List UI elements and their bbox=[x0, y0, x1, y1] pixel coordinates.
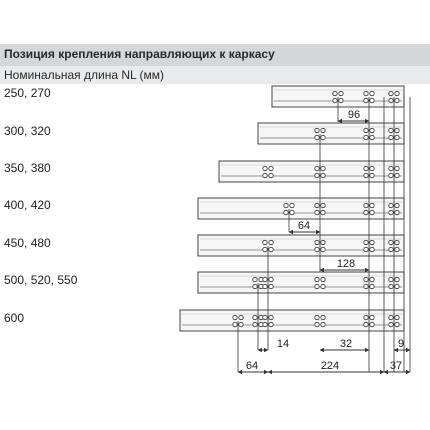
hole bbox=[263, 247, 267, 251]
hole bbox=[370, 98, 374, 102]
hole bbox=[395, 173, 399, 177]
rail-3 bbox=[219, 161, 404, 182]
hole bbox=[395, 135, 399, 139]
hole bbox=[395, 203, 399, 207]
hole bbox=[395, 166, 399, 170]
hole bbox=[321, 166, 325, 170]
hole bbox=[321, 315, 325, 319]
rail-body bbox=[198, 198, 404, 219]
dimension-label: 64 bbox=[297, 220, 311, 232]
diagram-title: Позиция крепления направляющих к каркасу bbox=[4, 47, 275, 61]
hole bbox=[321, 277, 325, 281]
rail-6 bbox=[198, 272, 404, 293]
hole bbox=[315, 322, 319, 326]
hole bbox=[315, 240, 319, 244]
hole bbox=[315, 315, 319, 319]
dimension-label: 128 bbox=[336, 258, 356, 270]
dimension-64-bottom bbox=[238, 360, 268, 372]
hole bbox=[233, 322, 237, 326]
hole bbox=[315, 135, 319, 139]
hole bbox=[389, 284, 393, 288]
dimension-label: 224 bbox=[320, 360, 340, 372]
rail-body bbox=[180, 310, 404, 331]
hole bbox=[253, 322, 257, 326]
hole bbox=[321, 240, 325, 244]
hole bbox=[364, 98, 368, 102]
hole bbox=[370, 173, 374, 177]
hole bbox=[389, 277, 393, 281]
diagram-subtitle: Номинальная длина NL (мм) bbox=[4, 68, 165, 82]
hole bbox=[370, 203, 374, 207]
dimension-label: 14 bbox=[276, 338, 290, 350]
hole bbox=[389, 210, 393, 214]
hole bbox=[253, 277, 257, 281]
hole bbox=[389, 322, 393, 326]
hole bbox=[389, 128, 393, 132]
row-label-450: 450, 480 bbox=[4, 236, 51, 250]
hole bbox=[370, 322, 374, 326]
hole bbox=[263, 315, 267, 319]
hole bbox=[395, 247, 399, 251]
hole bbox=[370, 135, 374, 139]
hole bbox=[395, 210, 399, 214]
hole bbox=[269, 315, 273, 319]
dimension-label: 9 bbox=[397, 338, 405, 350]
hole bbox=[395, 277, 399, 281]
hole bbox=[370, 247, 374, 251]
rail-body bbox=[219, 161, 404, 182]
hole bbox=[253, 284, 257, 288]
hole bbox=[364, 173, 368, 177]
row-label-350: 350, 380 bbox=[4, 161, 51, 175]
hole bbox=[389, 203, 393, 207]
hole bbox=[269, 322, 273, 326]
hole bbox=[315, 210, 319, 214]
dimension-label: 32 bbox=[339, 338, 353, 350]
hole bbox=[364, 135, 368, 139]
hole bbox=[269, 277, 273, 281]
dimension-96 bbox=[338, 109, 369, 121]
hole bbox=[239, 322, 243, 326]
hole bbox=[263, 322, 267, 326]
hole bbox=[321, 135, 325, 139]
hole bbox=[269, 173, 273, 177]
hole bbox=[389, 173, 393, 177]
hole bbox=[315, 173, 319, 177]
hole bbox=[395, 240, 399, 244]
dimension-128 bbox=[320, 258, 369, 270]
rails-group bbox=[180, 86, 404, 331]
hole bbox=[269, 284, 273, 288]
hole bbox=[239, 315, 243, 319]
hole bbox=[370, 128, 374, 132]
hole bbox=[321, 128, 325, 132]
row-label-500: 500, 520, 550 bbox=[4, 273, 78, 287]
hole bbox=[284, 210, 288, 214]
hole bbox=[263, 277, 267, 281]
hole bbox=[315, 203, 319, 207]
hole bbox=[395, 322, 399, 326]
hole bbox=[364, 166, 368, 170]
hole bbox=[315, 277, 319, 281]
dimension-14 bbox=[258, 338, 289, 350]
hole bbox=[290, 203, 294, 207]
hole bbox=[364, 315, 368, 319]
rail-body bbox=[198, 235, 404, 256]
dimension-label: 96 bbox=[347, 109, 361, 121]
dimension-9 bbox=[394, 338, 410, 350]
rail-4 bbox=[198, 198, 404, 219]
hole bbox=[364, 247, 368, 251]
dimension-label: 37 bbox=[389, 360, 403, 372]
rail-2 bbox=[258, 123, 404, 144]
hole bbox=[315, 128, 319, 132]
hole bbox=[269, 166, 273, 170]
hole bbox=[233, 315, 237, 319]
hole bbox=[333, 91, 337, 95]
row-label-250: 250, 270 bbox=[4, 86, 51, 100]
hole bbox=[395, 284, 399, 288]
hole bbox=[389, 247, 393, 251]
row-label-300: 300, 320 bbox=[4, 124, 51, 138]
hole bbox=[253, 315, 257, 319]
hole bbox=[395, 128, 399, 132]
hole bbox=[321, 322, 325, 326]
hole bbox=[370, 210, 374, 214]
dimension-32 bbox=[320, 338, 369, 350]
hole bbox=[370, 166, 374, 170]
hole bbox=[395, 98, 399, 102]
hole bbox=[315, 247, 319, 251]
hole bbox=[364, 203, 368, 207]
hole bbox=[364, 322, 368, 326]
row-label-600: 600 bbox=[4, 311, 25, 325]
hole bbox=[364, 210, 368, 214]
hole bbox=[370, 284, 374, 288]
hole bbox=[364, 284, 368, 288]
hole bbox=[364, 277, 368, 281]
dimension-64-middle bbox=[289, 220, 320, 232]
hole bbox=[395, 91, 399, 95]
hole bbox=[395, 315, 399, 319]
hole bbox=[263, 284, 267, 288]
hole bbox=[321, 173, 325, 177]
hole bbox=[321, 203, 325, 207]
hole bbox=[389, 166, 393, 170]
hole bbox=[263, 173, 267, 177]
hole bbox=[333, 98, 337, 102]
hole bbox=[269, 240, 273, 244]
hole bbox=[389, 98, 393, 102]
hole bbox=[321, 247, 325, 251]
hole bbox=[315, 166, 319, 170]
dimension-37 bbox=[384, 360, 410, 372]
hole bbox=[389, 91, 393, 95]
hole bbox=[315, 284, 319, 288]
row-label-400: 400, 420 bbox=[4, 198, 51, 212]
rail-7 bbox=[180, 310, 404, 331]
hole bbox=[339, 91, 343, 95]
dimension-224 bbox=[268, 360, 384, 372]
hole bbox=[290, 210, 294, 214]
dimension-label: 64 bbox=[245, 360, 259, 372]
hole bbox=[389, 315, 393, 319]
rail-5 bbox=[198, 235, 404, 256]
rail-body bbox=[198, 272, 404, 293]
hole bbox=[263, 166, 267, 170]
hole bbox=[370, 240, 374, 244]
hole bbox=[364, 240, 368, 244]
hole bbox=[263, 240, 267, 244]
hole bbox=[364, 128, 368, 132]
hole bbox=[389, 240, 393, 244]
hole bbox=[321, 210, 325, 214]
hole bbox=[370, 91, 374, 95]
hole bbox=[370, 315, 374, 319]
hole bbox=[284, 203, 288, 207]
hole bbox=[339, 98, 343, 102]
rail-body bbox=[258, 123, 404, 144]
hole bbox=[389, 135, 393, 139]
hole bbox=[321, 284, 325, 288]
hole bbox=[364, 91, 368, 95]
hole bbox=[370, 277, 374, 281]
hole bbox=[269, 247, 273, 251]
